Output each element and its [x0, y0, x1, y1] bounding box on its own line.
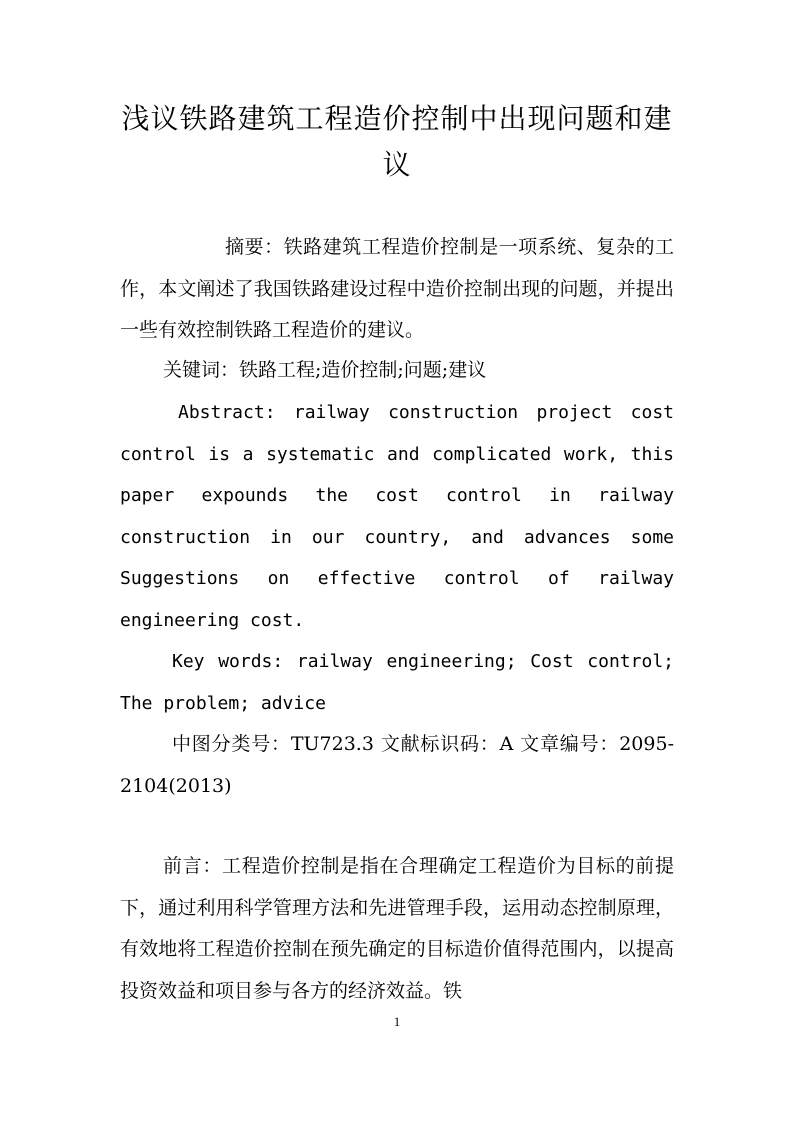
classification-info: 中图分类号：TU723.3 文献标识码：A 文章编号：2095-2104(2013): [120, 733, 674, 797]
abstract-english: Abstract: railway construction project cost control is a systematic and complicated work, this paper expounds the cost control in railway construction in our country, and advances some Suggestions on effective control of railway engineering cost.: [120, 402, 674, 631]
keywords-english: Key words: railway engineering; Cost control; The problem; advice: [120, 651, 674, 714]
preface-paragraph: 前言：工程造价控制是指在合理确定工程造价为目标的前提下，通过利用科学管理方法和先进管理手段，运用动态控制原理，有效地将工程造价控制在预先确定的目标造价值得范围内，以提高投资效益和项目参与各方的经济效益。铁: [120, 855, 674, 1002]
page-number: 1: [393, 1014, 401, 1029]
abstract-chinese: 摘要：铁路建筑工程造价控制是一项系统、复杂的工作，本文阐述了我国铁路建设过程中造价控制出现的问题，并提出一些有效控制铁路工程造价的建议。: [120, 236, 674, 342]
keywords-chinese: 关键词：铁路工程;造价控制;问题;建议: [163, 359, 487, 381]
document-title: 浅议铁路建筑工程造价控制中出现问题和建议: [121, 102, 673, 181]
